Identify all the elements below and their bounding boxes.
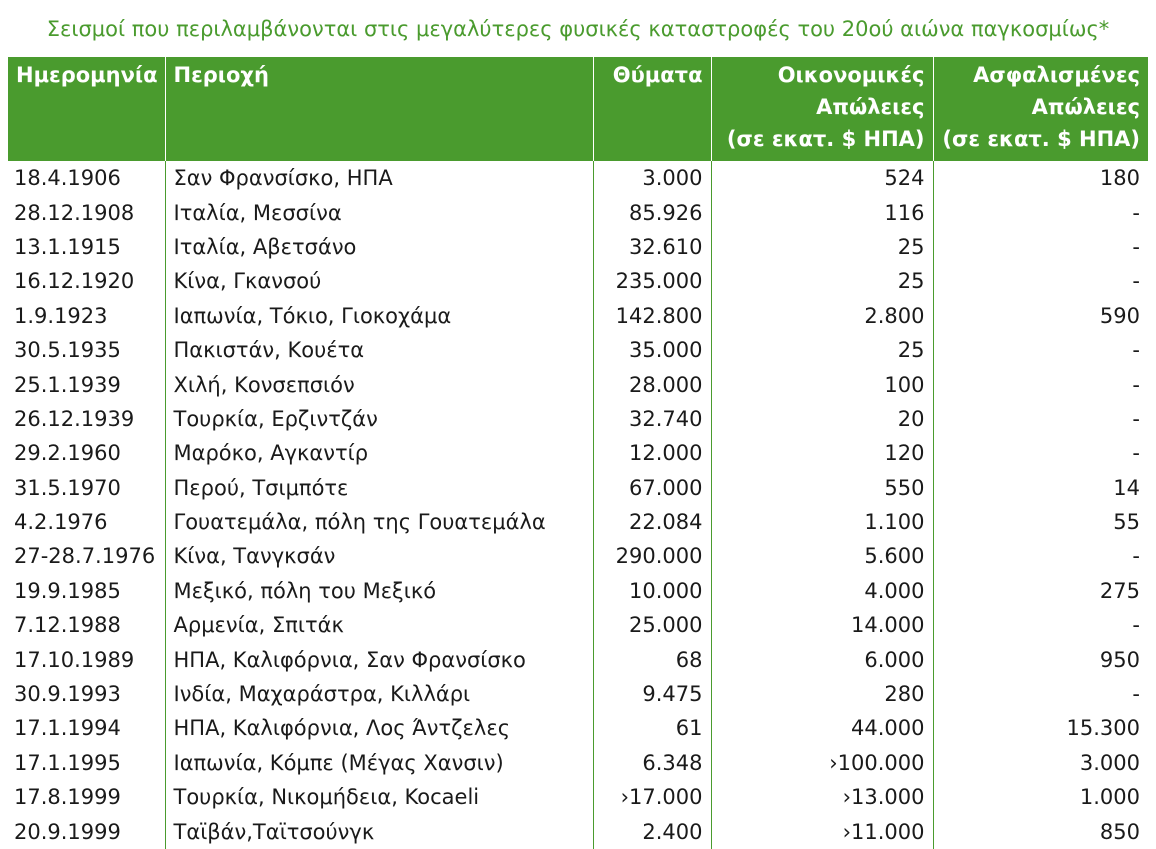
- cell-insured-losses: 3.000: [1079, 750, 1140, 775]
- cell-region: Περού, Τσιμπότε: [165, 471, 593, 505]
- table-row: [8, 471, 1148, 505]
- cell-economic-losses: ›13.000: [711, 780, 933, 814]
- cell-victims: 3.000: [593, 161, 711, 195]
- cell-victims: 32.740: [593, 402, 711, 436]
- cell-date: 28.12.1908: [8, 195, 165, 229]
- cell-insured-losses: -: [1132, 544, 1140, 569]
- cell-region: Μεξικό, πόλη του Μεξικό: [165, 574, 593, 608]
- cell-insured-losses: -: [1132, 200, 1140, 225]
- cell-insured-losses: -: [1132, 613, 1140, 638]
- cell-economic-losses: 120: [711, 436, 933, 470]
- cell-insured-losses: -: [1132, 338, 1140, 363]
- cell-region: Κίνα, Τανγκσάν: [165, 539, 593, 573]
- cell-insured-losses: -: [1132, 234, 1140, 259]
- cell-victims: ›17.000: [593, 780, 711, 814]
- table-row: [8, 746, 1148, 780]
- cell-economic-losses: ›11.000: [711, 814, 933, 848]
- header-victims: [593, 57, 711, 161]
- table-row: [8, 161, 1148, 195]
- table-row: [8, 264, 1148, 298]
- header-region: [165, 57, 593, 161]
- cell-insured-losses: 590: [1099, 303, 1140, 328]
- cell-economic-losses: 6.000: [711, 642, 933, 676]
- header-date: [8, 57, 165, 161]
- header-economic-losses: [711, 57, 933, 161]
- cell-date: 19.9.1985: [8, 574, 165, 608]
- header-econ-line2: Απώλειες: [816, 95, 925, 119]
- cell-insured-losses: 15.300: [1066, 716, 1140, 741]
- cell-victims: 61: [593, 711, 711, 745]
- cell-victims: 68: [593, 642, 711, 676]
- cell-victims: 2.400: [593, 814, 711, 848]
- header-date-label: Ημερομηνία: [16, 63, 158, 87]
- cell-victims: 32.610: [593, 230, 711, 264]
- cell-region: Ιταλία, Μεσσίνα: [165, 195, 593, 229]
- header-victims-label: Θύματα: [612, 63, 703, 87]
- table-body: [8, 161, 1148, 849]
- cell-date: 26.12.1939: [8, 402, 165, 436]
- cell-insured-losses: -: [1132, 269, 1140, 294]
- cell-economic-losses: 550: [711, 471, 933, 505]
- table-row: [8, 814, 1148, 848]
- table-row: [8, 299, 1148, 333]
- cell-victims: 9.475: [593, 677, 711, 711]
- cell-region: Ιαπωνία, Τόκιο, Γιοκοχάμα: [165, 299, 593, 333]
- cell-economic-losses: 25: [711, 264, 933, 298]
- cell-victims: 235.000: [593, 264, 711, 298]
- cell-region: Ινδία, Μαχαράστρα, Κιλλάρι: [165, 677, 593, 711]
- header-region-label: Περιοχή: [173, 63, 269, 87]
- cell-region: Αρμενία, Σπιτάκ: [165, 608, 593, 642]
- cell-victims: 142.800: [593, 299, 711, 333]
- header-ins-line3: (σε εκατ. $ ΗΠΑ): [942, 127, 1140, 151]
- cell-insured-losses: 14: [1113, 475, 1140, 500]
- table-row: [8, 230, 1148, 264]
- table-row: [8, 367, 1148, 401]
- cell-economic-losses: 524: [711, 161, 933, 195]
- earthquake-table: [8, 57, 1148, 849]
- cell-victims: 85.926: [593, 195, 711, 229]
- cell-region: Γουατεμάλα, πόλη της Γουατεμάλα: [165, 505, 593, 539]
- table-row: [8, 436, 1148, 470]
- cell-date: 13.1.1915: [8, 230, 165, 264]
- cell-date: 1.9.1923: [8, 299, 165, 333]
- cell-date: 20.9.1999: [8, 814, 165, 848]
- table-row: [8, 574, 1148, 608]
- cell-victims: 35.000: [593, 333, 711, 367]
- header-ins-line1: Ασφαλισμένες: [973, 63, 1140, 87]
- cell-region: Τουρκία, Ερζιντζάν: [165, 402, 593, 436]
- cell-economic-losses: 14.000: [711, 608, 933, 642]
- cell-economic-losses: 280: [711, 677, 933, 711]
- table-row: [8, 195, 1148, 229]
- page-title: Σεισμοί που περιλαμβάνονται στις μεγαλύτερες φυσικές καταστροφές του 20ού αιώνα παγκοσμίως*: [46, 17, 1110, 41]
- table-row: [8, 333, 1148, 367]
- cell-date: 30.9.1993: [8, 677, 165, 711]
- header-row: [8, 57, 1148, 161]
- cell-victims: 10.000: [593, 574, 711, 608]
- header-econ-line3: (σε εκατ. $ ΗΠΑ): [726, 127, 925, 151]
- cell-economic-losses: 44.000: [711, 711, 933, 745]
- cell-date: 17.1.1994: [8, 711, 165, 745]
- table-row: [8, 608, 1148, 642]
- cell-victims: 25.000: [593, 608, 711, 642]
- cell-insured-losses: 1.000: [1079, 785, 1140, 810]
- cell-region: Σαν Φρανσίσκο, ΗΠΑ: [165, 161, 593, 195]
- cell-insured-losses: 180: [1099, 166, 1140, 191]
- cell-date: 7.12.1988: [8, 608, 165, 642]
- cell-economic-losses: 20: [711, 402, 933, 436]
- cell-date: 18.4.1906: [8, 161, 165, 195]
- cell-economic-losses: ›100.000: [711, 746, 933, 780]
- cell-region: Ταϊβάν,Ταϊτσούνγκ: [165, 814, 593, 848]
- cell-victims: 67.000: [593, 471, 711, 505]
- cell-region: Μαρόκο, Αγκαντίρ: [165, 436, 593, 470]
- cell-date: 17.8.1999: [8, 780, 165, 814]
- cell-insured-losses: 950: [1099, 647, 1140, 672]
- cell-economic-losses: 1.100: [711, 505, 933, 539]
- cell-insured-losses: -: [1132, 682, 1140, 707]
- table-row: [8, 677, 1148, 711]
- cell-date: 17.10.1989: [8, 642, 165, 676]
- table-row: [8, 539, 1148, 573]
- table-row: [8, 642, 1148, 676]
- cell-region: Πακιστάν, Κουέτα: [165, 333, 593, 367]
- cell-region: Ιαπωνία, Κόμπε (Μέγας Χανσιν): [165, 746, 593, 780]
- cell-insured-losses: 275: [1099, 578, 1140, 603]
- table-row: [8, 711, 1148, 745]
- cell-date: 4.2.1976: [8, 505, 165, 539]
- cell-insured-losses: -: [1132, 372, 1140, 397]
- cell-insured-losses: -: [1132, 406, 1140, 431]
- cell-date: 25.1.1939: [8, 367, 165, 401]
- header-econ-line1: Οικονομικές: [777, 63, 925, 87]
- header-insured-losses: [933, 57, 1148, 161]
- cell-region: Κίνα, Γκανσού: [165, 264, 593, 298]
- cell-insured-losses: -: [1132, 441, 1140, 466]
- cell-economic-losses: 25: [711, 333, 933, 367]
- cell-date: 17.1.1995: [8, 746, 165, 780]
- table-row: [8, 505, 1148, 539]
- cell-region: Τουρκία, Νικομήδεια, Kocaeli: [165, 780, 593, 814]
- table-row: [8, 780, 1148, 814]
- table-header: [8, 57, 1148, 161]
- cell-region: Ιταλία, Αβετσάνο: [165, 230, 593, 264]
- cell-date: 29.2.1960: [8, 436, 165, 470]
- cell-economic-losses: 2.800: [711, 299, 933, 333]
- cell-economic-losses: 116: [711, 195, 933, 229]
- cell-region: Χιλή, Κονσεπσιόν: [165, 367, 593, 401]
- cell-insured-losses: 55: [1113, 510, 1140, 535]
- cell-region: ΗΠΑ, Καλιφόρνια, Σαν Φρανσίσκο: [165, 642, 593, 676]
- cell-economic-losses: 5.600: [711, 539, 933, 573]
- cell-date: 27-28.7.1976: [8, 539, 165, 573]
- cell-victims: 28.000: [593, 367, 711, 401]
- cell-victims: 6.348: [593, 746, 711, 780]
- cell-victims: 290.000: [593, 539, 711, 573]
- cell-date: 31.5.1970: [8, 471, 165, 505]
- cell-economic-losses: 100: [711, 367, 933, 401]
- cell-region: ΗΠΑ, Καλιφόρνια, Λος Άντζελες: [165, 711, 593, 745]
- cell-insured-losses: 850: [1099, 819, 1140, 844]
- cell-victims: 22.084: [593, 505, 711, 539]
- header-ins-line2: Απώλειες: [1031, 95, 1140, 119]
- cell-economic-losses: 4.000: [711, 574, 933, 608]
- cell-economic-losses: 25: [711, 230, 933, 264]
- cell-victims: 12.000: [593, 436, 711, 470]
- table-row: [8, 402, 1148, 436]
- cell-date: 16.12.1920: [8, 264, 165, 298]
- cell-date: 30.5.1935: [8, 333, 165, 367]
